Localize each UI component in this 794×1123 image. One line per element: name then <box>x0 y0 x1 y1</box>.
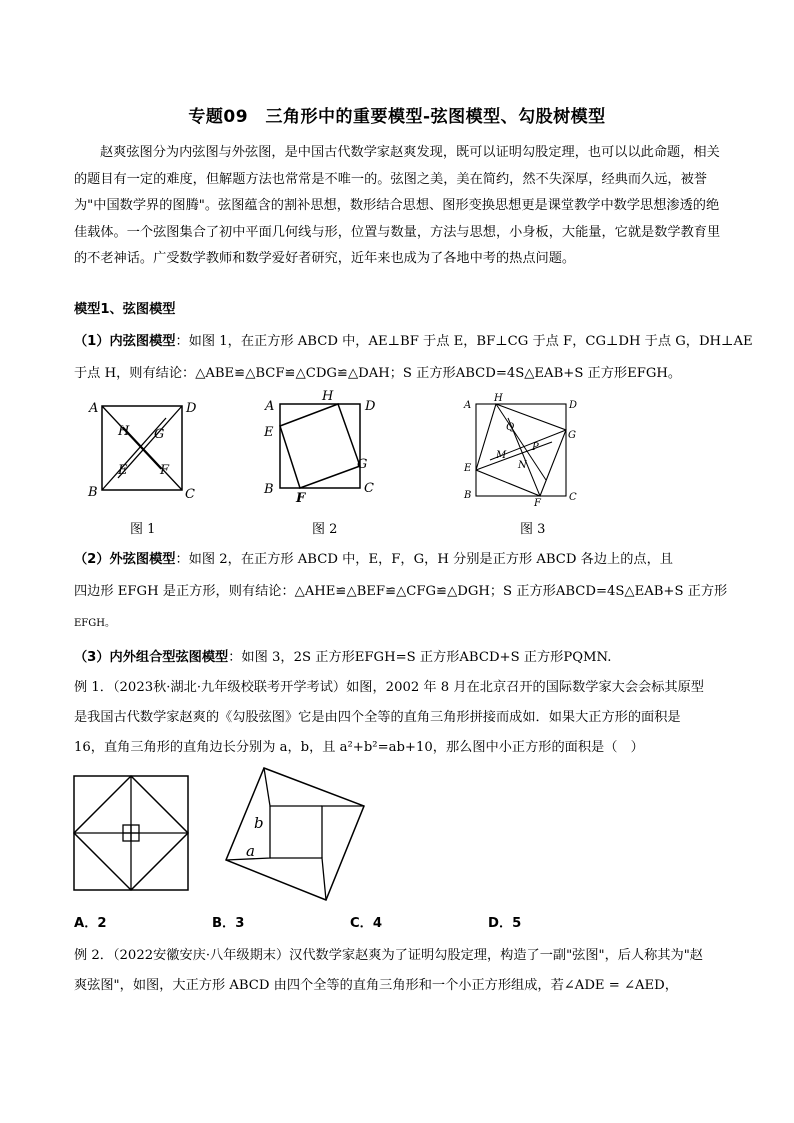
model2-line2: 四边形 EFGH 是正方形，则有结论：△AHE≌△BEF≌△CFG≌△DGH；S 正方形ABCD=4S△EAB+S 正方形 <box>74 584 728 599</box>
model-heading: 模型1、弦图模型 <box>74 302 176 317</box>
model1-line2: 于点 H，则有结论：△ABE≌△BCF≌△CDG≌△DAH；S 正方形ABCD=4S△EAB+S 正方形EFGH。 <box>74 366 682 381</box>
model1-line1: （1）内弦图模型：如图 1，在正方形 ABCD 中，AE⊥BF 于点 E，BF⊥CG 于点 F，CG⊥DH 于点 G，DH⊥AE <box>74 334 753 349</box>
model2-line3: EFGH。 <box>74 618 115 629</box>
fig3-label: E <box>464 463 472 474</box>
example1-line3: 16，直角三角形的直角边长分别为 a，b，且 a²+b²=ab+10，那么图中小正方形的面积是（ ） <box>74 740 644 755</box>
fig1-label: G <box>154 427 165 442</box>
fig3-label: D <box>569 400 578 411</box>
fig1-label: E <box>118 463 128 478</box>
figure-2-caption: 图 2 <box>312 522 338 537</box>
fig1-label: B <box>88 485 98 500</box>
fig3-label: M <box>496 450 507 461</box>
fig2-label: H <box>322 389 334 404</box>
example2-line2: 爽弦图"，如图，大正方形 ABCD 由四个全等的直角三角形和一个小正方形组成，若∠ADE = ∠AED， <box>74 978 678 993</box>
fig2-label: E <box>264 425 274 440</box>
model3-line: （3）内外组合型弦图模型：如图 3，2S 正方形EFGH=S 正方形ABCD+S 正方形PQMN. <box>74 650 612 665</box>
fig3-label: C <box>569 492 577 503</box>
fig3-label: A <box>464 400 472 411</box>
fig1-label: F <box>160 463 170 478</box>
fig2-label: C <box>364 481 374 496</box>
figure-3-caption: 图 3 <box>520 522 546 537</box>
example2-line1: 例 2．（2022安徽安庆·八年级期末）汉代数学家赵爽为了证明勾股定理，构造了一副"弦图"，后人称其为"赵 <box>74 948 703 963</box>
option-d[interactable]: D．5 <box>488 916 522 931</box>
page-title: 专题09 三角形中的重要模型-弦图模型、勾股树模型 <box>188 107 606 127</box>
fig1-label: D <box>186 401 197 416</box>
option-c[interactable]: C．4 <box>350 916 383 931</box>
fig5-label: a <box>246 842 255 860</box>
fig3-label: P <box>532 442 539 453</box>
figure-1-caption: 图 1 <box>130 522 156 537</box>
model3-label: （3）内外组合型弦图模型 <box>74 650 229 665</box>
fig3-label: N <box>518 460 527 471</box>
fig1-label: H <box>118 424 130 439</box>
fig2-label: A <box>265 399 275 414</box>
fig3-label: G <box>568 430 576 441</box>
figure-5 <box>218 764 368 904</box>
fig2-label: B <box>264 482 274 497</box>
figure-2 <box>256 386 386 506</box>
figure-4 <box>70 772 194 896</box>
model2-line1: （2）外弦图模型：如图 2，在正方形 ABCD 中，E，F，G，H 分别是正方形 ABCD 各边上的点，且 <box>74 552 673 567</box>
fig3-label: F <box>534 498 541 509</box>
figure-1 <box>80 392 210 512</box>
option-b[interactable]: B．3 <box>212 916 245 931</box>
fig2-label: D <box>365 399 376 414</box>
example1-line2: 是我国古代数学家赵爽的《勾股弦图》它是由四个全等的直角三角形拼接而成如．如果大正方形的面积是 <box>74 710 681 725</box>
intro-paragraph: 赵爽弦图分为内弦图与外弦图，是中国古代数学家赵爽发现，既可以证明勾股定理，也可以以此命题，相关的题目有一定的难度，但解题方法也常常是不唯一的。弦图之美，美在简约，然不失深厚，经典而久远，被誉为"中国数学界的图腾"。弦图蕴含的割补思想，数形结合思想、图形变换思想更是课堂教学中数学思想渗透的绝佳载体。一个弦图集合了初中平面几何线与形，位置与数量，方法与思想，小身板，大能量，它就是数学教育里的不老神话。广受数学教师和数学爱好者研究，近年来也成为了各地中考的热点问题。 <box>74 145 721 266</box>
fig3-label: B <box>464 490 472 501</box>
model1-label: （1）内弦图模型 <box>74 334 176 349</box>
model2-label: （2）外弦图模型 <box>74 552 176 567</box>
fig2-label: G <box>357 457 368 472</box>
fig1-label: C <box>185 487 195 502</box>
option-a[interactable]: A．2 <box>74 916 107 931</box>
fig1-label: A <box>89 401 99 416</box>
fig5-label: b <box>254 814 264 832</box>
fig2-label: F <box>296 491 306 506</box>
fig3-label: H <box>494 393 503 404</box>
example1-line1: 例 1．（2023秋·湖北·九年级校联考开学考试）如图，2002 年 8 月在北京召开的国际数学家大会会标其原型 <box>74 680 704 695</box>
figure-3 <box>456 390 596 510</box>
fig3-label: Q <box>506 422 515 433</box>
